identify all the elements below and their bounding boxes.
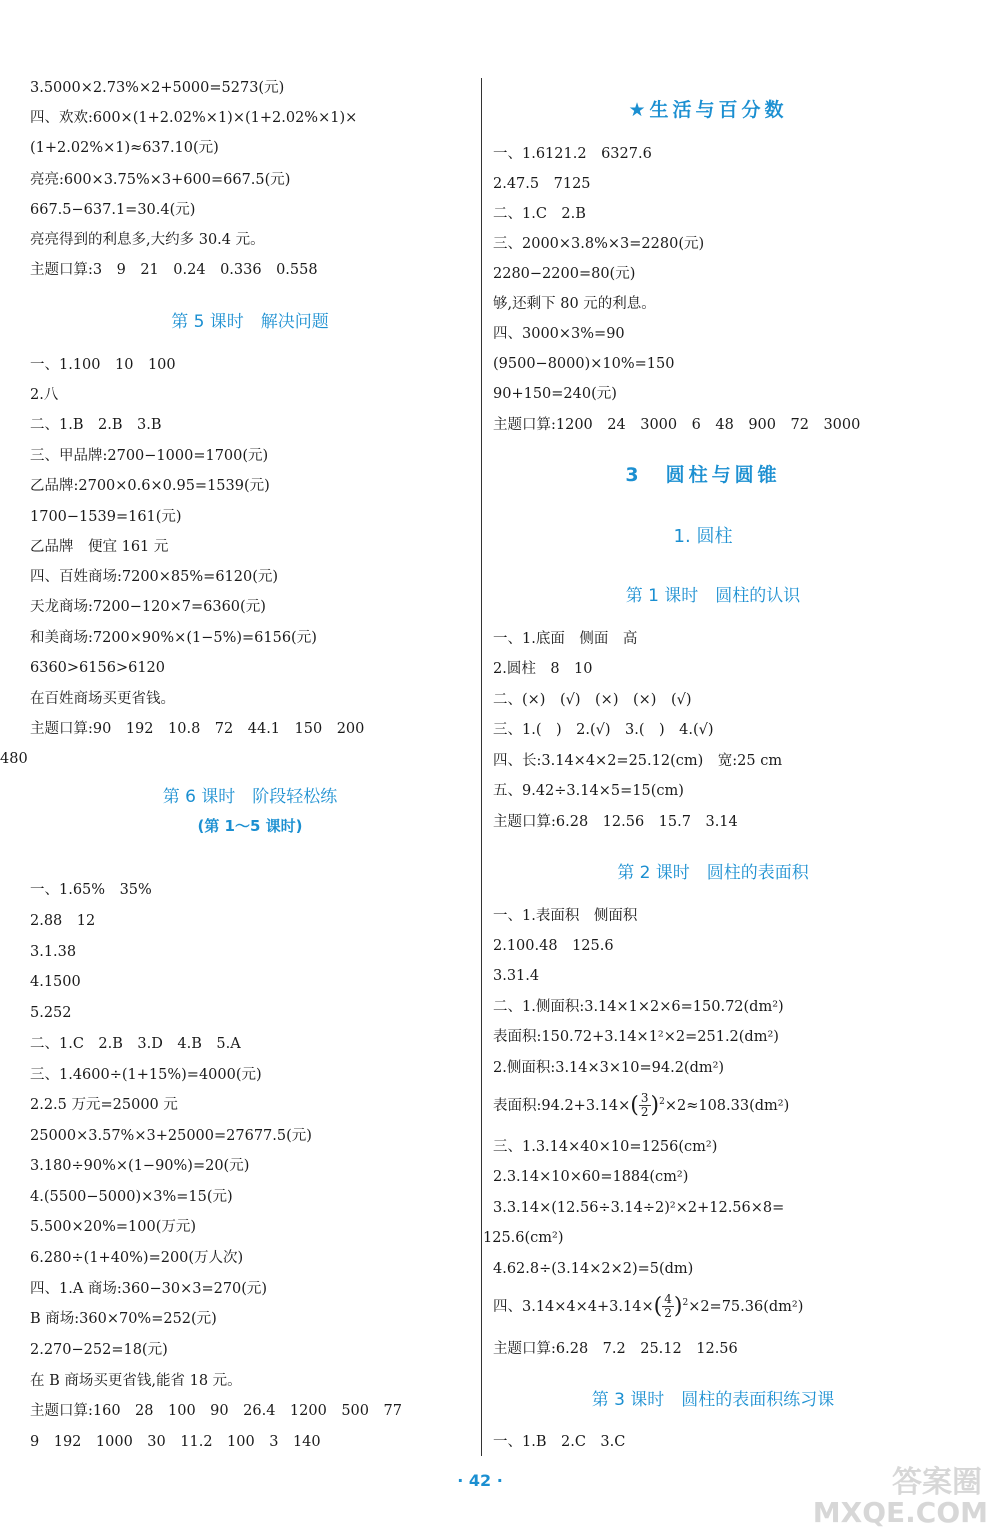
answer-line: 90+150=240(元) — [493, 386, 617, 402]
lesson-subheading: (第 1～5 课时) — [197, 817, 303, 835]
answer-line: 5.252 — [30, 1005, 72, 1021]
numerator: 3 — [640, 1091, 649, 1106]
answer-line: 表面积:150.72+3.14×1²×2=251.2(dm²) — [493, 1029, 779, 1045]
answer-line: 6.280÷(1+40%)=200(万人次) — [30, 1250, 244, 1266]
exponent: 2 — [659, 1097, 665, 1107]
answer-line: 25000×3.57%×3+25000=27677.5(元) — [30, 1128, 312, 1144]
answer-line: 3.5000×2.73%×2+5000=5273(元) — [30, 80, 285, 96]
answer-line: 一、1.底面 侧面 高 — [493, 631, 638, 647]
answer-line: 主题口算:6.28 7.2 25.12 12.56 — [493, 1341, 738, 1357]
answer-line: 三、1.( ) 2.(√) 3.( ) 4.(√) — [493, 722, 714, 738]
lesson-heading: 第 6 课时 阶段轻松练 — [162, 787, 338, 807]
answer-line: (1+2.02%×1)≈637.10(元) — [30, 140, 219, 156]
answer-line: 2280−2200=80(元) — [493, 266, 636, 282]
answer-line: 2.88 12 — [30, 913, 96, 929]
lesson-heading: 第 1 课时 圆柱的认识 — [625, 586, 801, 606]
answer-line: 主题口算:90 192 10.8 72 44.1 150 200 — [30, 721, 365, 737]
answer-line: 一、1.6121.2 6327.6 — [493, 146, 652, 162]
paren-close: ) — [673, 1293, 683, 1319]
paren-open: ( — [630, 1092, 639, 1118]
answer-line: 3.180÷90%×(1−90%)=20(元) — [30, 1158, 250, 1174]
answer-line: 四、百姓商场:7200×85%=6120(元) — [30, 569, 279, 585]
answer-line: 亮亮:600×3.75%×3+600=667.5(元) — [30, 172, 291, 188]
answer-line: 天龙商场:7200−120×7=6360(元) — [30, 599, 266, 615]
answer-line: 5.500×20%=100(万元) — [30, 1219, 197, 1235]
answer-line: 四、1.A 商场:360−30×3=270(元) — [30, 1281, 268, 1297]
answer-line: 2.100.48 125.6 — [493, 938, 614, 954]
answer-line: 四、欢欢:600×(1+2.02%×1)×(1+2.02%×1)× — [30, 110, 358, 126]
answer-line: 乙品牌:2700×0.6×0.95=1539(元) — [30, 478, 270, 494]
answer-line: 在百姓商场买更省钱。 — [30, 691, 175, 707]
answer-line: 二、1.B 2.B 3.B — [30, 417, 162, 433]
answer-line: 2.270−252=18(元) — [30, 1342, 168, 1358]
answer-line: 3.3.14×(12.56÷3.14÷2)²×2+12.56×8= — [493, 1200, 785, 1216]
formula-text: 表面积:94.2+3.14× — [493, 1097, 631, 1114]
watermark-logo: 答案圈 — [892, 1465, 982, 1500]
section-heading: ★生活与百分数 — [628, 99, 788, 121]
formula-line — [493, 1293, 803, 1320]
answer-line: 3.1.38 — [30, 944, 77, 960]
formula-text: ×2≈108.33(dm²) — [664, 1097, 790, 1114]
answer-line: 二、1.C 2.B — [493, 206, 586, 222]
answer-line: 五、9.42÷3.14×5=15(cm) — [493, 783, 684, 799]
answer-line: 1700−1539=161(元) — [30, 509, 182, 525]
answer-line: (9500−8000)×10%=150 — [493, 356, 675, 372]
answer-line: 667.5−637.1=30.4(元) — [30, 202, 196, 218]
section-heading: 1. 圆柱 — [673, 526, 733, 547]
answer-line: 和美商场:7200×90%×(1−5%)=6156(元) — [30, 630, 317, 646]
answer-line: 主题口算:1200 24 3000 6 48 900 72 3000 — [493, 417, 861, 433]
fraction — [662, 1293, 674, 1320]
exponent: 2 — [682, 1298, 689, 1308]
answer-line: 亮亮得到的利息多,大约多 30.4 元。 — [30, 232, 265, 248]
answer-line: 四、3000×3%=90 — [493, 326, 625, 342]
answer-line: 主题口算:160 28 100 90 26.4 1200 500 77 — [30, 1403, 402, 1419]
answer-line: 6360>6156>6120 — [30, 660, 166, 676]
lesson-heading: 第 5 课时 解决问题 — [171, 312, 329, 332]
lesson-heading: 第 3 课时 圆柱的表面积练习课 — [591, 1390, 835, 1410]
answer-line: 2.3.14×10×60=1884(cm²) — [493, 1169, 689, 1185]
answer-line: 4.1500 — [30, 974, 81, 990]
answer-line: 三、1.4600÷(1+15%)=4000(元) — [30, 1067, 262, 1083]
denominator: 2 — [664, 1306, 672, 1321]
answer-line: 二、1.侧面积:3.14×1×2×6=150.72(dm²) — [493, 999, 784, 1015]
answer-line: 一、1.65% 35% — [30, 882, 152, 898]
paren-close: ) — [650, 1092, 660, 1118]
answer-line: 2.八 — [30, 387, 59, 403]
answer-line: 主题口算:6.28 12.56 15.7 3.14 — [493, 814, 738, 830]
answer-line: 2.2.5 万元=25000 元 — [30, 1097, 178, 1113]
answer-line: 4.62.8÷(3.14×2×2)=5(dm) — [493, 1261, 694, 1277]
paren-open: ( — [653, 1293, 663, 1319]
answer-line: B 商场:360×70%=252(元) — [30, 1311, 217, 1327]
answer-line: 125.6(cm²) — [483, 1230, 564, 1246]
answer-line: 乙品牌 便宜 161 元 — [30, 539, 169, 555]
answer-line: 2.侧面积:3.14×3×10=94.2(dm²) — [493, 1060, 725, 1076]
answer-line: 一、1.表面积 侧面积 — [493, 908, 638, 924]
answer-line: 3.31.4 — [493, 968, 540, 984]
answer-line: 够,还剩下 80 元的利息。 — [493, 296, 656, 312]
answer-line: 2.圆柱 8 10 — [493, 661, 593, 677]
answer-line: 4.(5500−5000)×3%=15(元) — [30, 1189, 233, 1205]
answer-line: 四、长:3.14×4×2=25.12(cm) 宽:25 cm — [493, 753, 783, 769]
formula-text: 四、3.14×4×4+3.14× — [493, 1298, 654, 1315]
answer-line: 三、2000×3.8%×3=2280(元) — [493, 236, 705, 252]
formula-text: ×2=75.36(dm²) — [688, 1298, 804, 1315]
answer-line: 主题口算:3 9 21 0.24 0.336 0.558 — [30, 262, 318, 278]
numerator: 4 — [664, 1292, 672, 1307]
answer-line: 三、甲品牌:2700−1000=1700(元) — [30, 448, 269, 464]
answer-line: 二、(×) (√) (×) (×) (√) — [493, 692, 692, 708]
watermark-url: MXQE.COM — [812, 1496, 988, 1529]
answer-line: 一、1.100 10 100 — [30, 357, 176, 373]
denominator: 2 — [640, 1105, 649, 1120]
divider — [481, 78, 482, 1456]
answer-line: 一、1.B 2.C 3.C — [493, 1434, 626, 1450]
page-number: · 42 · — [457, 1471, 503, 1490]
answer-line: 二、1.C 2.B 3.D 4.B 5.A — [30, 1036, 241, 1052]
formula-line — [493, 1092, 789, 1119]
answer-line: 在 B 商场买更省钱,能省 18 元。 — [30, 1373, 242, 1389]
answer-line: 9 192 1000 30 11.2 100 3 140 — [30, 1434, 321, 1450]
fraction — [639, 1092, 651, 1119]
answer-line: 2.47.5 7125 — [493, 176, 591, 192]
lesson-heading: 第 2 课时 圆柱的表面积 — [617, 863, 809, 883]
answer-line: 480 — [0, 751, 28, 767]
answer-line: 三、1.3.14×40×10=1256(cm²) — [493, 1139, 718, 1155]
unit-heading: 3 圆柱与圆锥 — [625, 464, 781, 486]
